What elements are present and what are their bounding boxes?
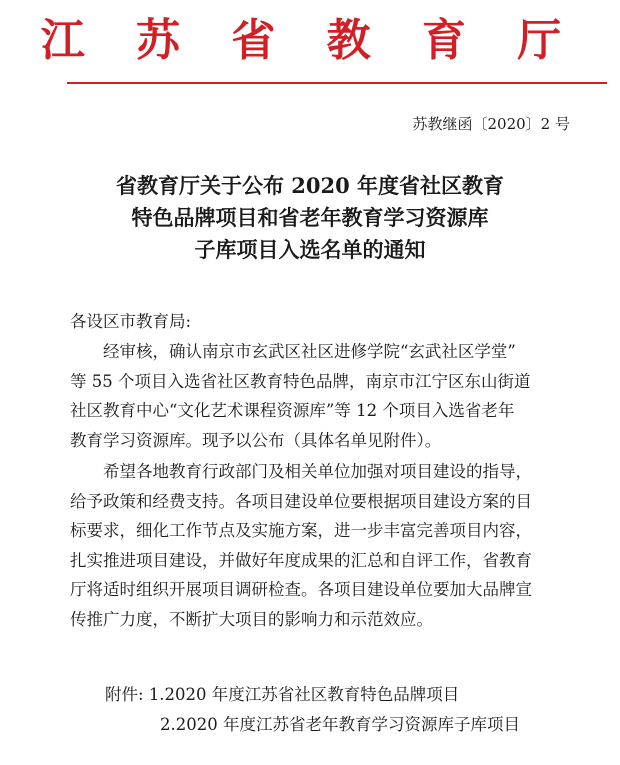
red-divider-line xyxy=(67,82,607,84)
paragraph-2-line: 传推广力度，不断扩大项目的影响力和示范效应。 xyxy=(70,609,433,629)
paragraph-2-line: 厅将适时组织开展项目调研检查。各项目建设单位要加大品牌宣 xyxy=(70,580,532,599)
paragraph-2-line: 希望各地教育行政部门及相关单位加强对项目建设的指导， xyxy=(103,462,532,481)
issuing-organization-header: 江 苏 省 教 育 厅 xyxy=(40,15,580,66)
attachment-item-2 xyxy=(160,710,520,740)
document-title xyxy=(0,170,620,266)
paragraph-1-line: 经审核，确认南京市玄武区社区进修学院“玄武社区学堂” xyxy=(103,342,516,361)
salutation: 各设区市教育局: xyxy=(70,312,192,331)
paragraph-1-line: 教育学习资源库。现予以公布（具体名单见附件）。 xyxy=(70,430,442,450)
title-line-1: 省教育厅关于公布 2020 年度省社区教育 xyxy=(115,173,505,198)
document-number: 苏教继函〔2020〕2 号 xyxy=(412,115,570,133)
attachments-label: 附件: xyxy=(105,685,144,704)
title-line-3: 子库项目入选名单的通知 xyxy=(194,237,426,262)
paragraph-2-line: 标要求，细化工作节点及实施方案，进一步丰富完善项目内容， xyxy=(70,521,532,540)
attachment-2-text: 2.2020 年度江苏省老年教育学习资源库子库项目 xyxy=(160,715,520,734)
attachment-item-1 xyxy=(105,680,459,710)
paragraph-2 xyxy=(70,457,590,634)
paragraph-1-line: 等 55 个项目入选省社区教育特色品牌，南京市江宁区东山街道 xyxy=(70,371,531,391)
title-line-2: 特色品牌项目和省老年教育学习资源库 xyxy=(131,205,489,230)
paragraph-1-line: 社区教育中心“文化艺术课程资源库”等 12 个项目入选省老年 xyxy=(70,401,515,420)
paragraph-1 xyxy=(70,337,590,455)
attachment-1-text: 1.2020 年度江苏省社区教育特色品牌项目 xyxy=(148,685,460,704)
paragraph-2-line: 扎实推进项目建设，并做好年度成果的汇总和自评工作，省教育 xyxy=(70,550,532,570)
paragraph-2-line: 给予政策和经费支持。各项目建设单位要根据项目建设方案的目 xyxy=(70,491,532,511)
